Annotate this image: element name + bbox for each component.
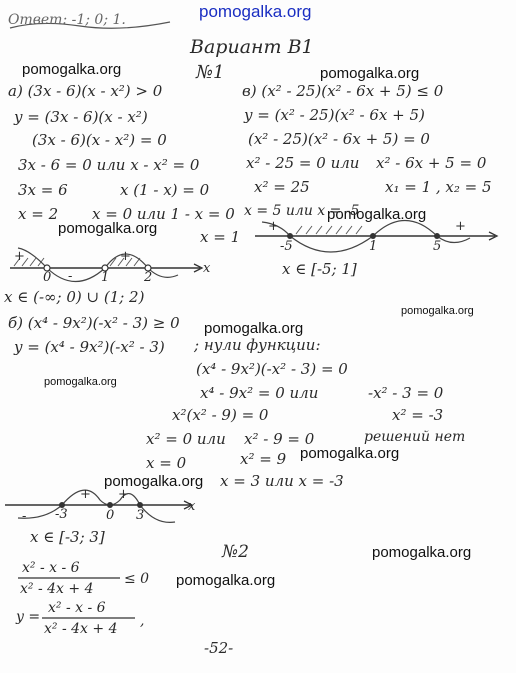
line-b11: решений нет	[364, 429, 466, 445]
line-v2: y = (x² - 25)(x² - 6x + 5)	[244, 106, 425, 124]
line-b3: ; нули функции:	[194, 336, 321, 354]
answer-v: x ∈ [-5; 1]	[282, 260, 357, 278]
answer-b: x ∈ [-3; 3]	[30, 528, 105, 546]
variant-title: Вариант В1	[190, 36, 314, 58]
watermark: pomogalka.org	[300, 445, 400, 462]
answer-fragment: Ответ: -1; 0; 1.	[8, 12, 126, 28]
fraction1-num: x² - x - 6	[22, 560, 80, 576]
fraction1-relation: ≤ 0	[124, 571, 150, 587]
axis-a-2: 2	[144, 270, 153, 285]
fraction2-num: x² - x - 6	[48, 600, 106, 616]
axis-b-minus: -	[22, 509, 27, 524]
line-v8: x = 5 или x = -5	[244, 203, 360, 219]
line-v5: x² - 6x + 5 = 0	[376, 154, 487, 172]
axis-b-m3: -3	[55, 507, 68, 522]
watermark: pomogalka.org	[44, 376, 117, 388]
curve-b	[18, 487, 175, 522]
axis-a-x: x	[203, 261, 211, 276]
line-b2: y = (x⁴ - 9x²)(-x² - 3)	[14, 338, 165, 356]
axis-a-plus2: +	[120, 249, 131, 264]
line-b7: x²(x² - 9) = 0	[172, 406, 269, 424]
axis-b-plus2: +	[118, 487, 129, 502]
line-a7: x = 2	[18, 205, 59, 223]
task1-label: №1	[196, 62, 225, 83]
watermark: pomogalka.org	[320, 65, 420, 82]
line-v3: (x² - 25)(x² - 6x + 5) = 0	[248, 130, 430, 148]
line-a4: 3x - 6 = 0 или x - x² = 0	[18, 156, 200, 174]
axis-v-m5: -5	[280, 239, 293, 254]
line-b5: x⁴ - 9x² = 0 или	[200, 384, 319, 402]
line-b13: x² = 9	[240, 450, 287, 468]
axis-v-1: 1	[369, 239, 378, 254]
watermark-top: pomogalka.org	[199, 2, 312, 21]
line-b9: x² = 0 или	[146, 430, 226, 448]
axis-v-5: 5	[433, 239, 442, 254]
line-b14: x = 3 или x = -3	[220, 472, 344, 490]
axis-b-x: x	[188, 499, 196, 514]
axis-v-plus2: +	[455, 219, 466, 234]
line-b1: б) (x⁴ - 9x²)(-x² - 3) ≥ 0	[8, 314, 180, 332]
line-b10: x² - 9 = 0	[244, 430, 315, 448]
axis-a-1: 1	[101, 270, 110, 285]
line-a5: 3x = 6	[18, 181, 68, 199]
watermark: pomogalka.org	[327, 206, 427, 223]
axis-a-plus: +	[14, 249, 25, 264]
fraction1-den: x² - 4x + 4	[20, 581, 94, 597]
watermark: pomogalka.org	[58, 220, 158, 237]
axis-v-plus: +	[268, 219, 279, 234]
watermark: pomogalka.org	[22, 61, 122, 78]
watermark: pomogalka.org	[176, 572, 276, 589]
line-a8: x = 0 или 1 - x = 0	[92, 205, 235, 223]
hatch-v	[296, 226, 362, 234]
line-a1: а) (3x - 6)(x - x²) > 0	[8, 82, 163, 100]
line-v4: x² - 25 = 0 или	[246, 154, 360, 172]
watermark: pomogalka.org	[401, 305, 474, 317]
fraction2-tail: ,	[140, 613, 145, 629]
axis-a-0: 0	[43, 270, 52, 285]
curve-a	[18, 248, 178, 285]
axis-a-minus: -	[68, 269, 73, 284]
axis-b-3: 3	[136, 508, 145, 523]
line-a6: x (1 - x) = 0	[120, 181, 210, 199]
task2-label: №2	[222, 542, 249, 562]
line-v1: в) (x² - 25)(x² - 6x + 5) ≤ 0	[242, 82, 444, 100]
line-b12: x = 0	[146, 454, 187, 472]
watermark: pomogalka.org	[372, 544, 472, 561]
answer-a: x ∈ (-∞; 0) ∪ (1; 2)	[4, 288, 145, 306]
line-a3: (3x - 6)(x - x²) = 0	[32, 131, 167, 149]
line-b4: (x⁴ - 9x²)(-x² - 3) = 0	[196, 360, 348, 378]
watermark: pomogalka.org	[104, 473, 204, 490]
line-a9: x = 1	[200, 228, 241, 246]
axis-b-plus: +	[80, 487, 91, 502]
page-number: -52-	[204, 639, 234, 657]
watermark: pomogalka.org	[204, 320, 304, 337]
axis-b-0: 0	[106, 508, 115, 523]
y-prefix: y =	[16, 609, 41, 625]
line-b8: x² = -3	[392, 406, 444, 424]
line-v6: x² = 25	[254, 178, 310, 196]
line-v7: x₁ = 1 , x₂ = 5	[385, 178, 492, 196]
fraction2-den: x² - 4x + 4	[44, 621, 118, 637]
line-a2: y = (3x - 6)(x - x²)	[14, 108, 148, 126]
line-b6: -x² - 3 = 0	[368, 384, 444, 402]
